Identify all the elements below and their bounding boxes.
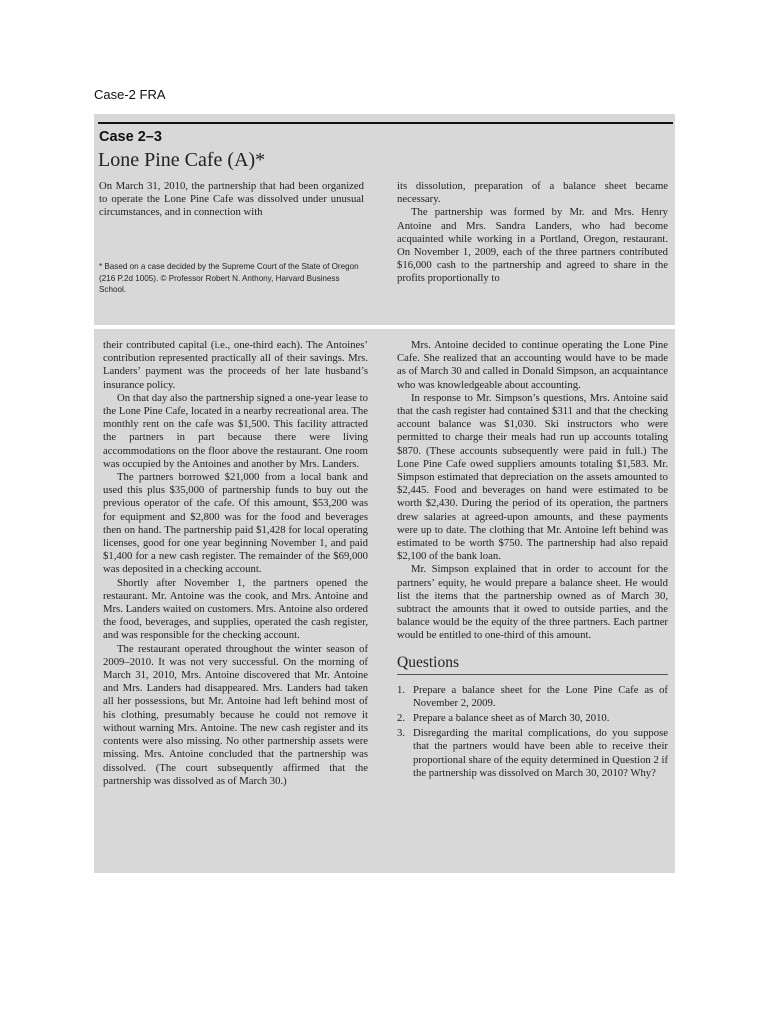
case-title: Lone Pine Cafe (A)* bbox=[98, 149, 266, 171]
question-item bbox=[397, 684, 668, 710]
question-number: 1. bbox=[397, 683, 406, 696]
intro-paragraph: On March 31, 2010, the partnership that had been organized to operate the Lone Pine Cafe was dissolved under unusual circumstances, and in connection with bbox=[99, 180, 364, 219]
question-text: Disregarding the marital complications, do you suppose that the partners would have been able to receive their proportional share of the equity determined in Question 2 if the partnership was dissolved on March 30, 2010? Why? bbox=[413, 727, 668, 779]
questions-list bbox=[397, 684, 668, 780]
question-item bbox=[397, 727, 668, 780]
title-rule bbox=[98, 122, 673, 124]
footnote: * Based on a case decided by the Supreme Court of the State of Oregon (216 P.2d 1005). © Professor Robert N. Anthony, Harvard Business School. bbox=[99, 262, 359, 295]
body-paragraph: In response to Mr. Simpson’s questions, Mrs. Antoine said that the cash register had contained $311 and that the checking account balance was $1,030. Ski instructors who were permitted to charge their meals had run up accounts totaling $870. (These accounts subsequently were paid in full.) The Lone Pine Cafe owed suppliers amounts totaling $1,583. Mr. Simpson estimated that depreciation on the assets amounted to $2,445. Food and beverages on hand were estimated to be worth $2,430. During the period of its operation, the partners drew salaries at agreed-upon amounts, and these payments were up to date. The clothing that Mr. Antoine left behind was estimated to be worth $750. The partnership had also repaid $2,100 of the bank loan. bbox=[397, 391, 668, 563]
body-paragraph: Shortly after November 1, the partners opened the restaurant. Mr. Antoine was the cook, and Mrs. Antoine and Mrs. Landers waited on customers. Mrs. Antoine also ordered the food, beverages, and supplies, operated the cash register, and was responsible for the checking account. bbox=[103, 576, 368, 642]
body-paragraph: On that day also the partnership signed a one-year lease to the Lone Pine Cafe, located in a nearby recreational area. The monthly rent on the cafe was $1,500. This facility attracted the partners in part because there were living accommodations on the floor above the restaurant. One room was occupied by the Antoines and another by Mrs. Landers. bbox=[103, 391, 368, 470]
case-body-panel bbox=[94, 329, 675, 873]
body-paragraph: Mr. Simpson explained that in order to account for the partners’ equity, he would prepare a balance sheet. He would list the items that the partnership owned as of March 30, subtract the amounts that it owed to outside parties, and the balance would be the equity of the three partners. Each partner would be entitled to one-third of this amount. bbox=[397, 563, 668, 642]
body-right-column bbox=[397, 339, 668, 782]
question-number: 2. bbox=[397, 712, 406, 725]
body-paragraph: The partners borrowed $21,000 from a local bank and used this plus $35,000 of partnership funds to buy out the previous operator of the cafe. Of this amount, $53,200 was for equipment and $2,800 was for the food and beverages then on hand. The partnership paid $1,428 for local operating licenses, good for one year beginning November 1, and paid $1,400 for a new cash register. The remainder of the $69,000 was deposited in a checking account. bbox=[103, 471, 368, 576]
question-number: 3. bbox=[397, 727, 406, 740]
intro-right-paragraph-1: its dissolution, preparation of a balance sheet became necessary. bbox=[397, 180, 668, 206]
case-intro-panel bbox=[94, 114, 675, 325]
intro-right-column bbox=[397, 180, 668, 286]
question-item bbox=[397, 712, 668, 725]
case-number: Case 2–3 bbox=[99, 129, 162, 145]
body-paragraph: Mrs. Antoine decided to continue operating the Lone Pine Cafe. She realized that an accounting would have to be made as of March 30 and called in Donald Simpson, an acquaintance who was knowledgeable about accounting. bbox=[397, 339, 668, 391]
intro-right-paragraph-2: The partnership was formed by Mr. and Mrs. Henry Antoine and Mrs. Sandra Landers, who had become acquainted while working in a Portland, Oregon, restaurant. On November 1, 2009, each of the three partners contributed $16,000 cash to the partnership and agreed to share in the profits proportionally to bbox=[397, 206, 668, 285]
intro-left-column bbox=[99, 180, 364, 220]
body-paragraph: their contributed capital (i.e., one-third each). The Antoines’ contribution represented practically all of their savings. Mrs. Landers’ payment was the proceeds of her late husband’s insurance policy. bbox=[103, 339, 368, 391]
body-paragraph: The restaurant operated throughout the winter season of 2009–2010. It was not very successful. On the morning of March 31, 2010, Mrs. Antoine discovered that Mr. Antoine and Mrs. Landers had disappeared. Mrs. Landers had taken all her possessions, but Mr. Antoine had left behind most of his clothing, presumably because he could not remove it without warning Mrs. Antoine. The new cash register and its contents were also missing. No other partnership assets were missing. Mrs. Antoine concluded that the partnership was dissolved. (The court subsequently affirmed that the partnership was dissolved as of March 30.) bbox=[103, 642, 368, 787]
body-left-column bbox=[103, 339, 368, 788]
question-text: Prepare a balance sheet for the Lone Pine Cafe as of November 2, 2009. bbox=[413, 683, 668, 709]
question-text: Prepare a balance sheet as of March 30, 2010. bbox=[413, 712, 610, 725]
questions-heading: Questions bbox=[397, 653, 668, 675]
document-header: Case-2 FRA bbox=[94, 87, 166, 102]
